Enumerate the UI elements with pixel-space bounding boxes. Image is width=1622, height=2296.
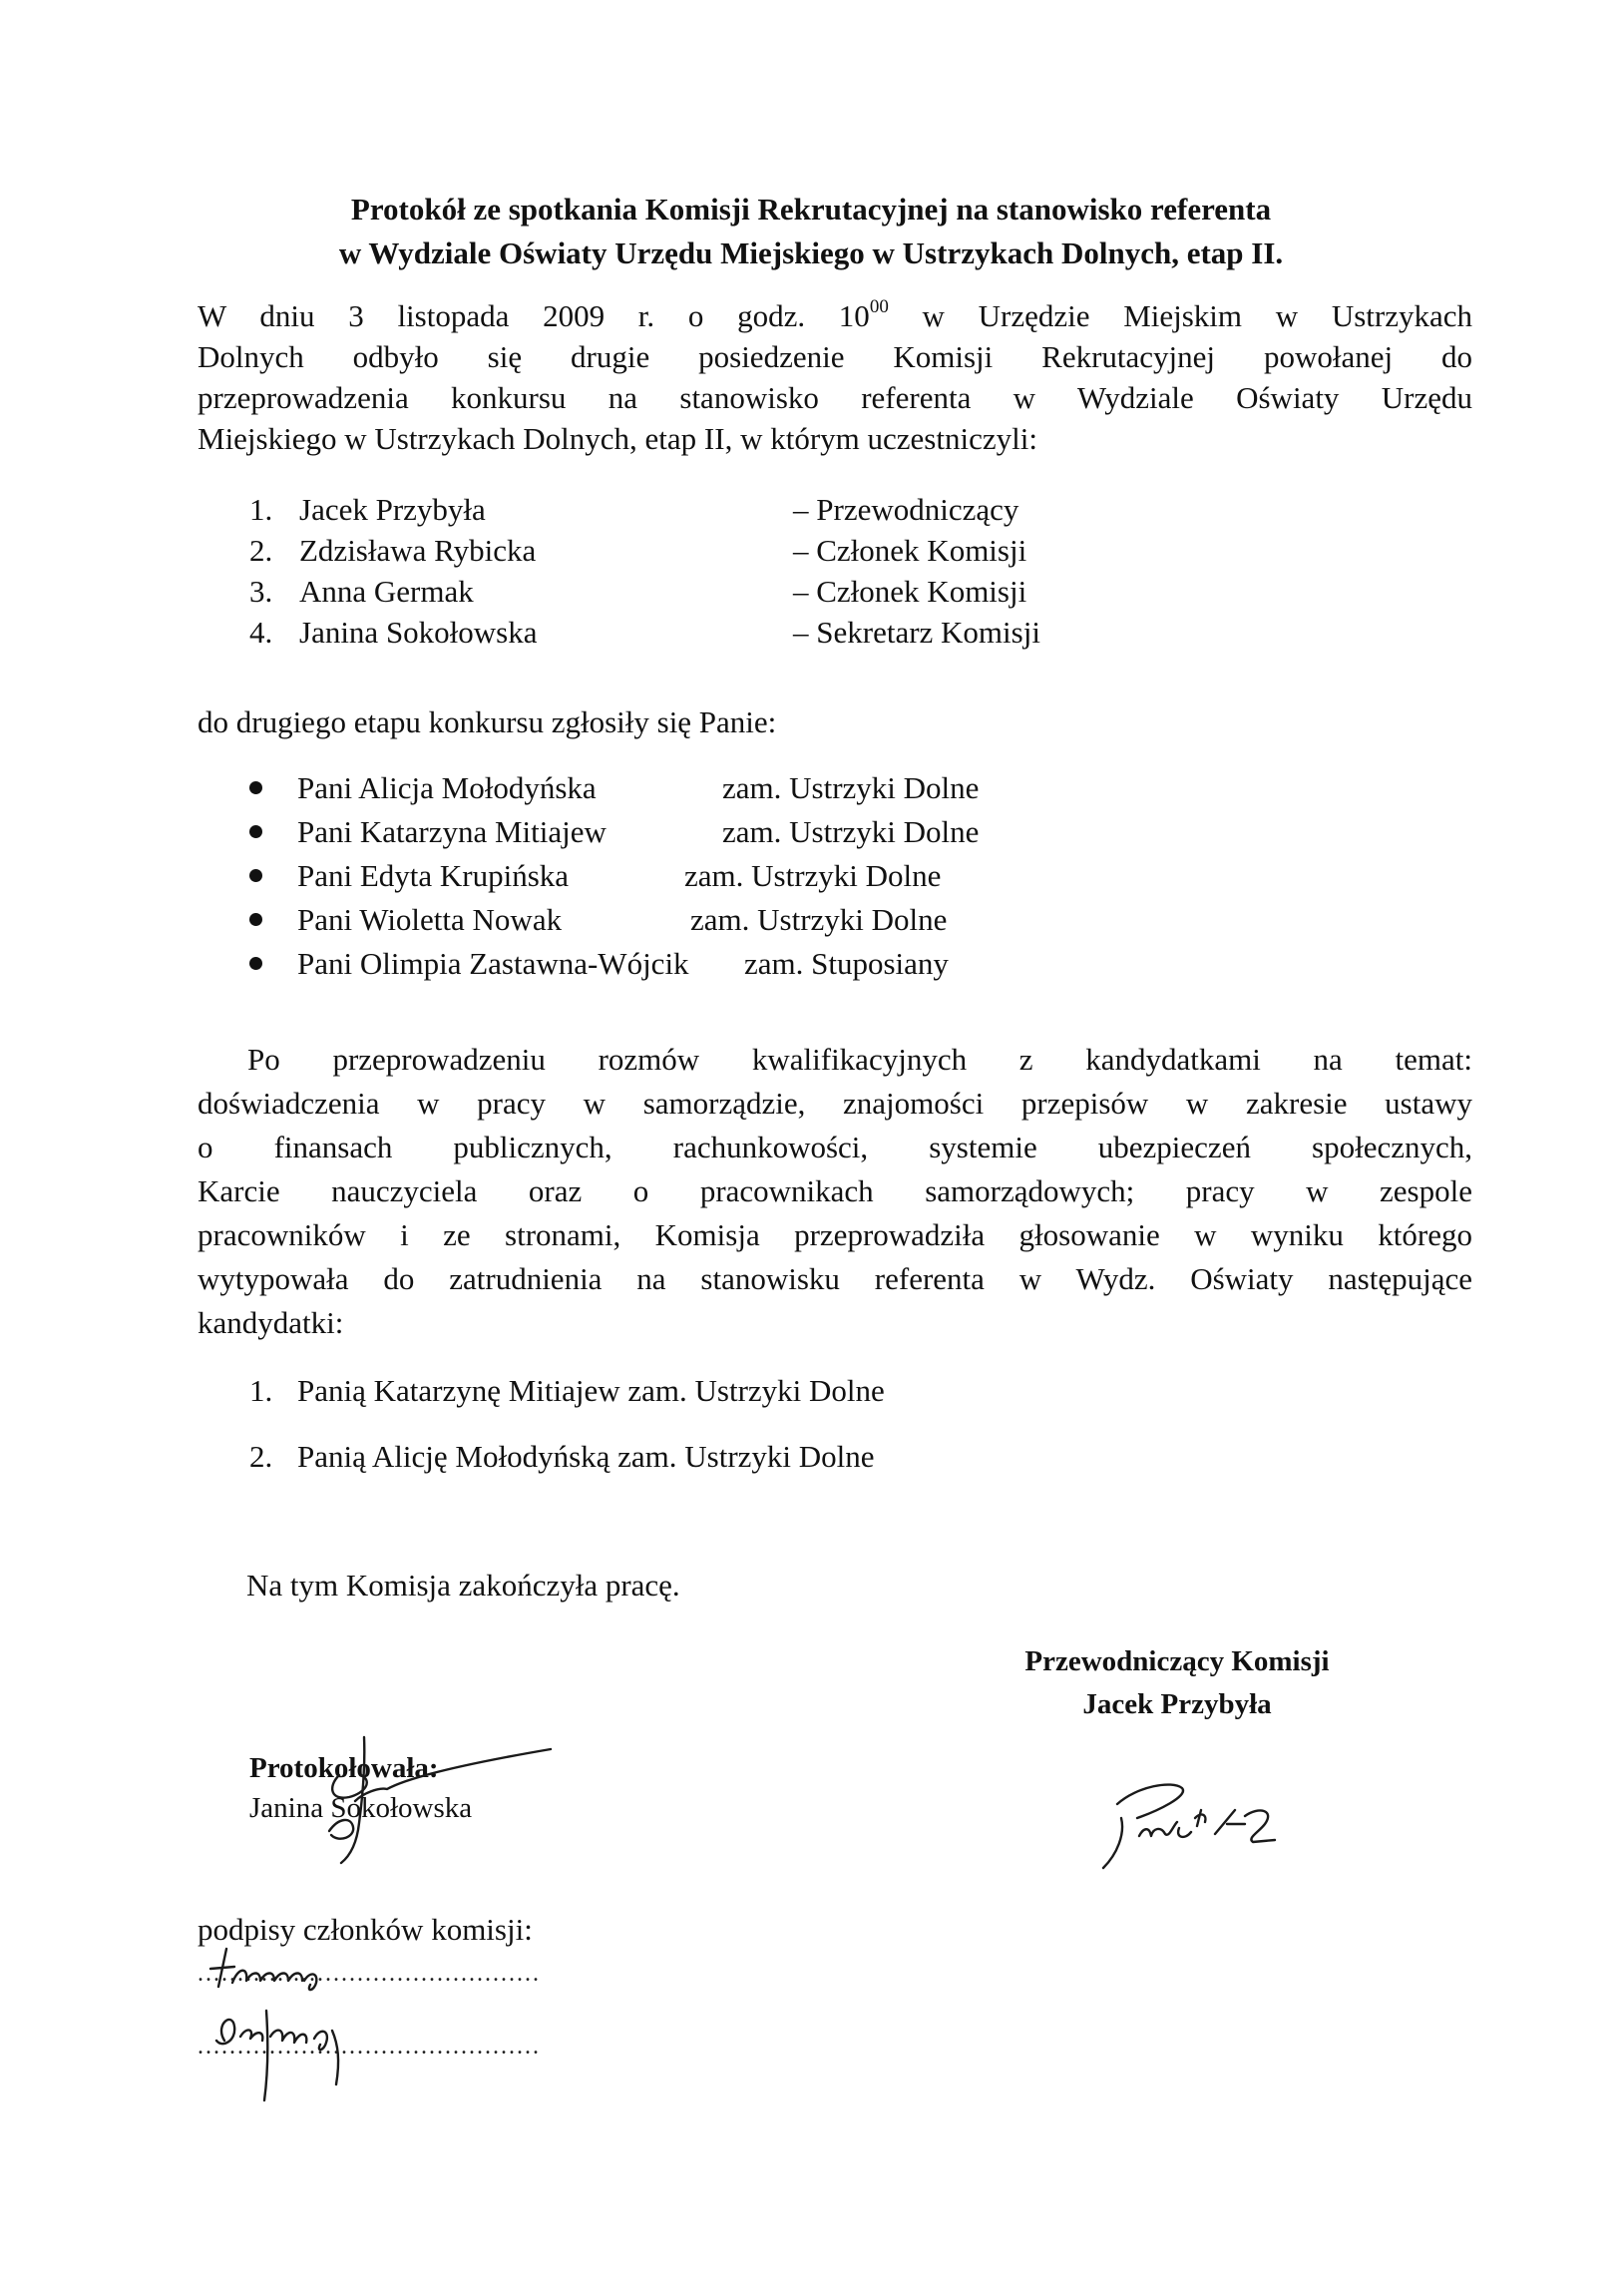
candidates-list [249,766,1147,986]
title-line-2: w Wydziale Oświaty Urzędu Miejskiego w Ustrzykach Dolnych, etap II. [338,235,1284,270]
candidate-name: Pani Olimpia Zastawna-Wójcik [297,946,689,981]
chair-block [988,1640,1367,1726]
selected-text: Panią Alicję Mołodyńską zam. Ustrzyki Dolne [297,1439,875,1474]
intro-paragraph [198,295,1472,459]
paragraph-line: kandydatki: [198,1305,344,1340]
selected-row [249,1435,1147,1501]
signature-dotted-line: ........................................... [198,2034,541,2060]
candidate-address: zam. Ustrzyki Dolne [722,814,980,849]
selected-row [249,1369,1147,1435]
candidate-name: Pani Katarzyna Mitiajew [297,814,607,849]
selected-candidates-list [249,1369,1147,1501]
time-superscript: 00 [869,296,889,317]
candidate-row [249,766,1147,810]
candidate-row [249,854,1147,898]
chair-title: Przewodniczący Komisji [1024,1645,1330,1677]
bullet-icon [249,957,262,970]
paragraph-line: o finansach publicznych, rachunkowości, systemie ubezpieczeń społecznych, [198,1130,1472,1164]
candidate-address: zam. Ustrzyki Dolne [684,858,942,893]
recorder-signature [269,1731,569,1871]
bullet-icon [249,781,262,794]
intro-line-4: Miejskiego w Ustrzykach Dolnych, etap II, w którym uczestniczyli: [198,421,1037,456]
paragraph-line: Po przeprowadzeniu rozmów kwalifikacyjnych z kandydatkami na temat: [247,1042,1472,1077]
candidate-address: zam. Stuposiany [744,946,949,981]
member-role: – Członek Komisji [793,574,1027,609]
candidate-name: Pani Edyta Krupińska [297,858,570,893]
interview-paragraph [198,1038,1472,1345]
member-row [249,489,1147,530]
intro-line-1-text: W dniu 3 listopada 2009 r. o godz. 10 [198,298,870,333]
candidate-address: zam. Ustrzyki Dolne [690,902,948,937]
member-name: Jacek Przybyła [299,492,486,527]
member-role: – Sekretarz Komisji [793,615,1040,650]
candidate-row [249,898,1147,942]
candidate-row [249,942,1147,986]
committee-members-list [249,489,1147,653]
member-number: 4. [249,615,273,650]
paragraph-line: wytypowała do zatrudnienia na stanowisku referenta w Wydz. Oświaty następujące [198,1261,1472,1296]
intro-line-2: Dolnych odbyło się drugie posiedzenie Komisji Rekrutacyjnej powołanej do [198,339,1472,374]
chair-name: Jacek Przybyła [1082,1688,1272,1720]
closing-sentence: Na tym Komisja zakończyła pracę. [246,1568,680,1603]
member-role: – Członek Komisji [793,533,1027,568]
bullet-icon [249,913,262,926]
candidate-address: zam. Ustrzyki Dolne [722,770,980,805]
bullet-icon [249,825,262,838]
intro-line-3: przeprowadzenia konkursu na stanowisko referenta w Wydziale Oświaty Urzędu [198,380,1472,415]
member-role: – Przewodniczący [793,492,1019,527]
intro-line-1-rest: w Urzędzie Miejskim w Ustrzykach [888,298,1473,333]
intro-line-1 [198,295,1472,336]
candidate-name: Pani Alicja Mołodyńska [297,770,597,805]
candidate-row [249,810,1147,854]
paragraph-line: Karcie nauczyciela oraz o pracownikach samorządowych; pracy w zespole [198,1173,1472,1208]
recorder-label: Protokołowała: [249,1752,439,1784]
selected-number: 1. [249,1373,273,1408]
paragraph-line: pracowników i ze stronami, Komisja przeprowadziła głosowanie w wyniku którego [198,1217,1472,1252]
member-number: 1. [249,492,273,527]
document-title [0,188,1622,275]
selected-number: 2. [249,1439,273,1474]
paragraph-line: doświadczenia w pracy w samorządzie, znajomości przepisów w zakresie ustawy [198,1086,1472,1121]
candidate-name: Pani Wioletta Nowak [297,902,563,937]
selected-text: Panią Katarzynę Mitiajew zam. Ustrzyki Dolne [297,1373,885,1408]
member-number: 2. [249,533,273,568]
member-row [249,612,1147,653]
signature-dotted-line: ........................................... [198,1961,541,1987]
member-name: Zdzisława Rybicka [299,533,537,568]
chair-signature [1077,1766,1307,1876]
member-row [249,571,1147,612]
recorder-name: Janina Sokołowska [249,1792,473,1824]
candidates-lead-text: do drugiego etapu konkursu zgłosiły się Panie: [198,704,777,739]
member-name: Janina Sokołowska [299,615,538,650]
bullet-icon [249,869,262,882]
member-name: Anna Germak [299,574,474,609]
member-row [249,530,1147,571]
members-signatures-label: podpisy członków komisji: [198,1912,533,1947]
title-line-1: Protokół ze spotkania Komisji Rekrutacyjnej na stanowisko referenta [350,192,1272,227]
member-number: 3. [249,574,273,609]
